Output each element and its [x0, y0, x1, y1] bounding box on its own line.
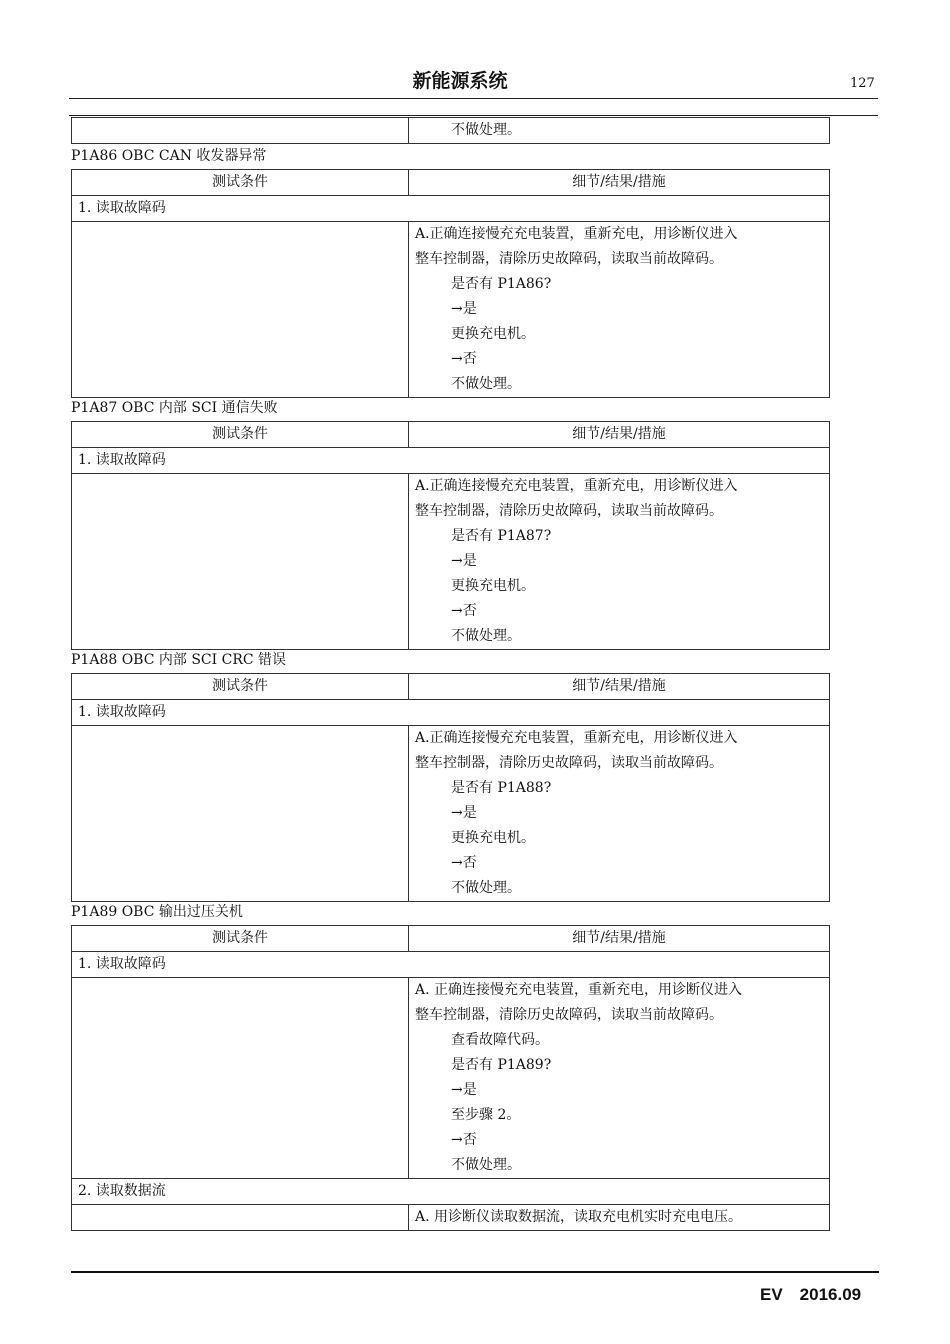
result-line: 整车控制器，清除历史故障码，读取当前故障码。 — [415, 755, 723, 771]
result-line: A. 用诊断仪读取数据流，读取充电机实时充电电压。 — [415, 1209, 743, 1225]
header-divider — [69, 98, 878, 99]
empty-condition-cell — [72, 118, 409, 144]
page-title: 新能源系统 — [412, 70, 508, 92]
column-header-condition: 测试条件 — [72, 170, 409, 196]
empty-condition-cell — [72, 222, 409, 398]
result-line: 至步骤 2。 — [451, 1107, 521, 1123]
result-line: →是 — [451, 301, 477, 317]
result-line: →是 — [451, 805, 477, 821]
section-title: P1A86 OBC CAN 收发器异常 — [71, 148, 267, 164]
diagnostic-table — [71, 169, 830, 398]
column-header-condition: 测试条件 — [72, 926, 409, 952]
result-line: 是否有 P1A88? — [451, 780, 552, 796]
result-line: 是否有 P1A86? — [451, 276, 552, 292]
column-header-result: 细节/结果/措施 — [409, 674, 830, 700]
continuation-table — [71, 117, 830, 144]
result-line: →是 — [451, 553, 477, 569]
section-title: P1A87 OBC 内部 SCI 通信失败 — [71, 400, 278, 416]
result-line: 不做处理。 — [451, 122, 521, 138]
column-header-result: 细节/结果/措施 — [409, 422, 830, 448]
result-cell — [409, 222, 830, 398]
result-cell — [409, 118, 830, 144]
empty-condition-cell — [72, 1205, 409, 1231]
result-line: 整车控制器，清除历史故障码，读取当前故障码。 — [415, 251, 723, 267]
column-header-result: 细节/结果/措施 — [409, 926, 830, 952]
result-line: 更换充电机。 — [451, 830, 535, 846]
result-line: A.正确连接慢充充电装置，重新充电，用诊断仪进入 — [415, 226, 738, 242]
step-label: 1. 读取故障码 — [72, 196, 830, 222]
result-line: 整车控制器，清除历史故障码，读取当前故障码。 — [415, 1007, 723, 1023]
section-title: P1A88 OBC 内部 SCI CRC 错误 — [71, 652, 287, 668]
diagnostic-table — [71, 421, 830, 650]
result-line: 不做处理。 — [451, 628, 521, 644]
empty-condition-cell — [72, 726, 409, 902]
result-line: 是否有 P1A87? — [451, 528, 552, 544]
diagnostic-table — [71, 673, 830, 902]
result-line: →否 — [451, 1132, 477, 1148]
empty-condition-cell — [72, 474, 409, 650]
column-header-condition: 测试条件 — [72, 422, 409, 448]
column-header-result: 细节/结果/措施 — [409, 170, 830, 196]
result-cell — [409, 474, 830, 650]
result-line: 整车控制器，清除历史故障码，读取当前故障码。 — [415, 503, 723, 519]
footer-text: EV 2016.09 — [760, 1285, 862, 1304]
result-line: 不做处理。 — [451, 376, 521, 392]
footer-divider — [71, 1271, 879, 1273]
step-label: 2. 读取数据流 — [72, 1179, 830, 1205]
result-line: 不做处理。 — [451, 880, 521, 896]
result-line: →否 — [451, 855, 477, 871]
section-title: P1A89 OBC 输出过压关机 — [71, 904, 243, 920]
result-line: →否 — [451, 603, 477, 619]
column-header-condition: 测试条件 — [72, 674, 409, 700]
result-line: A.正确连接慢充充电装置，重新充电，用诊断仪进入 — [415, 478, 738, 494]
result-cell — [409, 726, 830, 902]
step-label: 1. 读取故障码 — [72, 448, 830, 474]
result-line: 查看故障代码。 — [451, 1032, 549, 1048]
step-label: 1. 读取故障码 — [72, 952, 830, 978]
step-label: 1. 读取故障码 — [72, 700, 830, 726]
result-cell — [409, 978, 830, 1179]
result-line: 是否有 P1A89? — [451, 1057, 552, 1073]
result-line: →是 — [451, 1082, 477, 1098]
page-number: 127 — [850, 76, 875, 91]
result-line: 更换充电机。 — [451, 578, 535, 594]
result-line: 不做处理。 — [451, 1157, 521, 1173]
empty-condition-cell — [72, 978, 409, 1179]
diagnostic-table — [71, 925, 830, 1231]
result-cell — [409, 1205, 830, 1231]
result-line: A.正确连接慢充充电装置，重新充电，用诊断仪进入 — [415, 730, 738, 746]
result-line: A. 正确连接慢充充电装置，重新充电，用诊断仪进入 — [415, 982, 743, 998]
result-line: 更换充电机。 — [451, 326, 535, 342]
header-divider-secondary — [69, 115, 878, 116]
result-line: →否 — [451, 351, 477, 367]
